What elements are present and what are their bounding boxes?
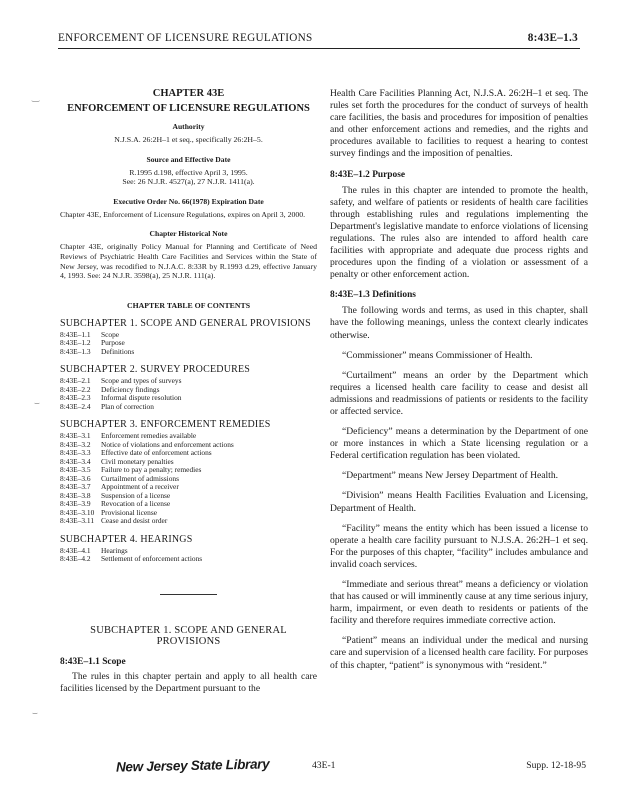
section-1-1-continued: Health Care Facilities Planning Act, N.J.S.A. 26:2H–1 et seq. The rules set forth the procedures for the conduct of surveys of health care facilities, the basis and procedures for imposition of penalties and other enforcement actions and remedies, and the rights and procedures available to facilities to request a hearing to contest survey findings and the imposition of penalties. bbox=[330, 88, 588, 160]
section-1-3-text: The following words and terms, as used in this chapter, shall have the following meanings, unless the context clearly indicates otherwise. bbox=[330, 305, 588, 341]
subchapter-1-title-line2: PROVISIONS bbox=[156, 635, 221, 647]
definition-facility: “Facility” means the entity which has been issued a license to operate a health care facility pursuant to N.J.S.A. 26:2H–1 et seq. For the purposes of this chapter, “facility” includes ambulance and invalid coach services. bbox=[330, 522, 588, 570]
section-1-2-heading: 8:43E–1.2 Purpose bbox=[330, 169, 405, 180]
exec-order-text: Chapter 43E, Enforcement of Licensure Regulations, expires on April 3, 2000. bbox=[60, 209, 306, 219]
toc-entry: 8:43E–3.7 Appointment of a receiver bbox=[60, 482, 179, 492]
toc-entry: 8:43E–1.3 Definitions bbox=[60, 346, 135, 356]
toc-entry: 8:43E–3.10 Provisional license bbox=[60, 507, 158, 517]
subchapter-1-title: SUBCHAPTER 1. SCOPE AND GENERAL bbox=[90, 624, 287, 636]
toc-subchapter-2: SUBCHAPTER 2. SURVEY PROCEDURES bbox=[60, 364, 251, 376]
toc-entry: 8:43E–3.2 Notice of violations and enforcement actions bbox=[60, 439, 234, 449]
margin-mark: ⌣ bbox=[32, 708, 38, 718]
toc-list-4 bbox=[60, 547, 317, 564]
toc-entry: 8:43E–3.5 Failure to pay a penalty; remedies bbox=[60, 465, 202, 475]
toc-entry: 8:43E–3.4 Civil monetary penalties bbox=[60, 456, 174, 466]
toc-entry: 8:43E–1.1 Scope bbox=[60, 329, 120, 339]
left-column bbox=[60, 88, 317, 695]
toc-entry: 8:43E–2.3 Informal dispute resolution bbox=[60, 393, 182, 403]
toc-list-1 bbox=[60, 331, 317, 357]
toc-entry: 8:43E–3.11 Cease and desist order bbox=[60, 516, 168, 526]
header-rule bbox=[58, 48, 580, 49]
definition-curtailment: “Curtailment” means an order by the Department which requires a licensed health care facility to cease and desist all admissions and readmissions of patients or residents to the facility or affected service. bbox=[330, 369, 588, 417]
section-1-2-text: The rules in this chapter are intended to promote the health, safety, and welfare of patients or residents of health care facilities through establishing rules and regulations implementing the Department's legislative mandate to enforce violations of licensing regulations. The rules also are intended to afford health care facilities with appropriate and adequate due process rights and procedures upon the finding of a violation or assessment of a penalty or other enforcement action. bbox=[330, 184, 588, 281]
section-1-1-text: The rules in this chapter pertain and apply to all health care facilities licensed by the Department pursuant to the bbox=[60, 670, 317, 694]
chapter-number: CHAPTER 43E bbox=[152, 88, 225, 99]
toc-subchapter-3: SUBCHAPTER 3. ENFORCEMENT REMEDIES bbox=[60, 419, 271, 431]
definition-patient: “Patient” means an individual under the medical and nursing care and supervision of a licensed health care facility. For purposes of this chapter, “patient” is synonymous with “resident.” bbox=[330, 635, 588, 671]
definition-deficiency: “Deficiency” means a determination by the Department of one or more instances in which a State licensing regulation or a Federal certification regulation has been violated. bbox=[330, 426, 588, 462]
section-1-3-heading: 8:43E–1.3 Definitions bbox=[330, 290, 416, 301]
page-footer bbox=[116, 758, 586, 778]
margin-mark: ‿ bbox=[32, 92, 40, 102]
header-title: ENFORCEMENT OF LICENSURE REGULATIONS bbox=[58, 32, 313, 44]
source-text-1: R.1995 d.198, effective April 3, 1995. bbox=[129, 167, 248, 177]
authority-text: N.J.S.A. 26:2H–1 et seq., specifically 26:2H–5. bbox=[114, 135, 263, 144]
history-text: Chapter 43E, originally Policy Manual for Planning and Certificate of Need Reviews of Psychiatric Health Care Facilities and Services within the State of New Jersey, was recodified to N.J.A.C. 8:33R by R.1993 d.29, effective January 4, 1993. See: 24 N.J.R. 3598(a), 25 N.J.R. 111(a). bbox=[60, 242, 317, 281]
section-1-1-heading: 8:43E–1.1 Scope bbox=[60, 656, 126, 667]
toc-entry: 8:43E–3.8 Suspension of a license bbox=[60, 490, 171, 500]
toc-entry: 8:43E–4.1 Hearings bbox=[60, 545, 128, 555]
margin-mark: ⌣ bbox=[34, 398, 40, 408]
toc-entry: 8:43E–3.9 Revocation of a license bbox=[60, 499, 171, 509]
definition-immediate-threat: “Immediate and serious threat” means a deficiency or violation that has caused or will imminently cause at any time serious injury, harm, impairment, or even death to residents or patients of the facility and therefore requires immediate corrective action. bbox=[330, 579, 588, 627]
toc-entry: 8:43E–3.1 Enforcement remedies available bbox=[60, 431, 197, 441]
toc-subchapter-4: SUBCHAPTER 4. HEARINGS bbox=[60, 533, 193, 545]
toc-entry: 8:43E–3.3 Effective date of enforcement actions bbox=[60, 448, 212, 458]
toc-heading: CHAPTER TABLE OF CONTENTS bbox=[126, 300, 251, 310]
right-column bbox=[330, 88, 588, 672]
history-heading: Chapter Historical Note bbox=[149, 229, 228, 239]
chapter-title: ENFORCEMENT OF LICENSURE REGULATIONS bbox=[67, 103, 310, 114]
toc-list-2 bbox=[60, 377, 317, 411]
toc-entry: 8:43E–3.6 Curtailment of admissions bbox=[60, 473, 180, 483]
definition-department: “Department” means New Jersey Department of Health. bbox=[342, 470, 559, 482]
authority-heading: Authority bbox=[172, 122, 205, 131]
definition-division: “Division” means Health Facilities Evaluation and Licensing, Department of Health. bbox=[330, 490, 588, 514]
toc-entry: 8:43E–4.2 Settlement of enforcement actions bbox=[60, 554, 203, 564]
header-section: 8:43E–1.3 bbox=[527, 32, 578, 44]
toc-entry: 8:43E–1.2 Purpose bbox=[60, 338, 125, 348]
exec-order-heading: Executive Order No. 66(1978) Expiration Date bbox=[113, 196, 264, 206]
toc-entry: 8:43E–2.4 Plan of correction bbox=[60, 401, 154, 411]
page-number: 43E-1 bbox=[312, 760, 336, 771]
source-heading: Source and Effective Date bbox=[146, 154, 231, 164]
toc-list-3 bbox=[60, 432, 317, 526]
source-text-2: See: 26 N.J.R. 4527(a), 27 N.J.R. 1411(a). bbox=[122, 177, 255, 187]
supplement-date: Supp. 12-18-95 bbox=[526, 760, 586, 771]
toc-entry: 8:43E–2.2 Deficiency findings bbox=[60, 384, 160, 394]
toc-subchapter-1: SUBCHAPTER 1. SCOPE AND GENERAL PROVISIONS bbox=[60, 317, 311, 329]
toc-entry: 8:43E–2.1 Scope and types of surveys bbox=[60, 376, 182, 386]
library-stamp: New Jersey State Library bbox=[115, 756, 270, 775]
definition-commissioner: “Commissioner” means Commissioner of Health. bbox=[342, 349, 533, 361]
